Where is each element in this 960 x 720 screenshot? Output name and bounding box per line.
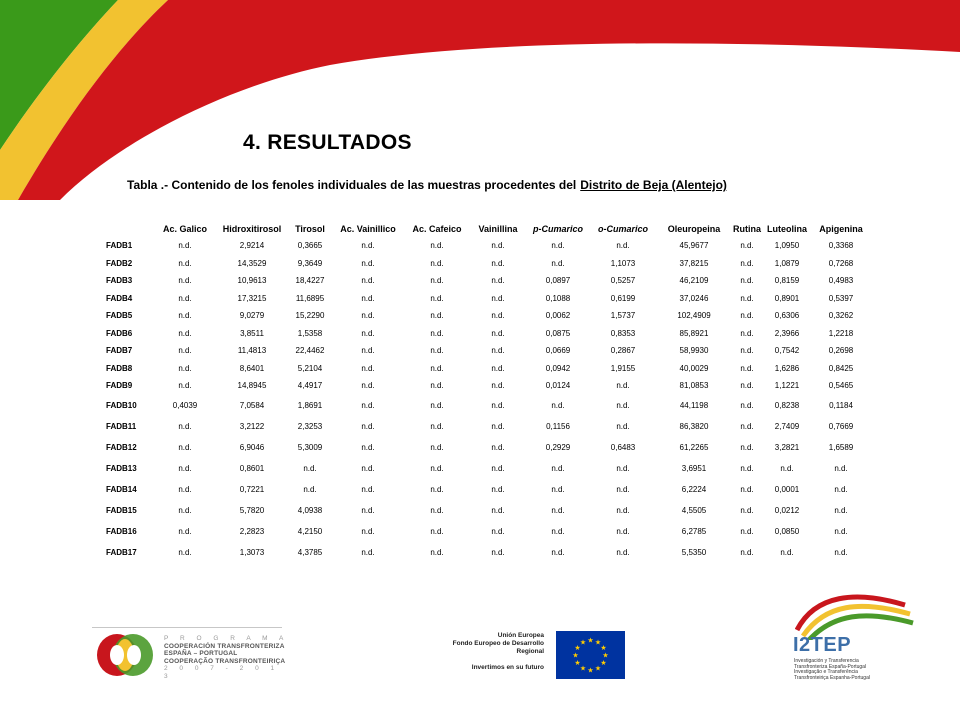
table-cell: n.d. <box>740 293 754 303</box>
table-cell: n.d. <box>616 547 630 557</box>
table-cell: n.d. <box>740 241 754 251</box>
table-cell: 0,0669 <box>545 346 571 356</box>
table-cell: 0,6306 <box>774 311 800 321</box>
table-cell: n.d. <box>551 400 565 410</box>
table-cell: 44,1198 <box>679 400 709 410</box>
table-body <box>103 237 871 563</box>
eu-star-icon: ★ <box>587 667 594 675</box>
eu-star-icon: ★ <box>574 645 581 652</box>
row-label: FADB14 <box>106 484 137 494</box>
table-cell: n.d. <box>740 463 754 473</box>
table-cell: n.d. <box>361 381 375 391</box>
row-label: FADB8 <box>106 363 133 373</box>
table-cell: 1,6589 <box>828 442 854 452</box>
table-cell: 0,6483 <box>610 442 636 452</box>
table-row <box>103 307 871 325</box>
row-label: FADB6 <box>106 328 133 338</box>
table-cell: n.d. <box>551 463 565 473</box>
table-cell: n.d. <box>361 421 375 431</box>
table-cell: n.d. <box>430 547 444 557</box>
row-label: FADB12 <box>106 442 137 452</box>
table-cell: 0,8901 <box>774 293 800 303</box>
table-cell: n.d. <box>430 276 444 286</box>
table-cell: 1,5358 <box>297 328 323 338</box>
table-cell: n.d. <box>178 547 192 557</box>
i2tep-line1: Investigación y Transferencia <box>794 658 859 664</box>
table-cell: 0,0942 <box>545 363 571 373</box>
table-cell: n.d. <box>361 328 375 338</box>
table-cell: 14,3529 <box>237 258 267 268</box>
table-cell: 0,3368 <box>828 241 854 251</box>
table-cell: 0,2929 <box>545 442 571 452</box>
table-cell: n.d. <box>430 400 444 410</box>
table-cell: n.d. <box>616 463 630 473</box>
header-cell: Oleuropeina <box>667 223 721 234</box>
coop-line2: ESPAÑA – PORTUGAL <box>164 650 238 657</box>
coop-logo-icon <box>95 632 155 678</box>
table-cell: n.d. <box>491 241 505 251</box>
table-cell: n.d. <box>491 463 505 473</box>
row-label: FADB11 <box>106 421 137 431</box>
table-row <box>103 437 871 458</box>
table-cell: 3,8511 <box>240 328 264 338</box>
table-cell: 0,0062 <box>545 311 571 321</box>
table-cell: 2,3253 <box>297 421 323 431</box>
table-cell: 5,2104 <box>297 363 323 373</box>
table-row <box>103 377 871 395</box>
table-row <box>103 416 871 437</box>
table-row <box>103 342 871 360</box>
table-cell: 0,0850 <box>774 526 800 536</box>
table-cell: 0,0897 <box>545 276 571 286</box>
table-cell: 1,6286 <box>774 363 800 373</box>
table-cell: n.d. <box>834 505 848 515</box>
table-row <box>103 255 871 273</box>
table-cell: n.d. <box>616 400 630 410</box>
table-cell: 8,6401 <box>239 363 265 373</box>
table-cell: n.d. <box>491 363 505 373</box>
table-cell: 4,3785 <box>297 547 323 557</box>
table-cell: n.d. <box>430 463 444 473</box>
table-cell: n.d. <box>834 463 848 473</box>
table-cell: 102,4909 <box>677 311 711 321</box>
table-cell: 1,9155 <box>610 363 636 373</box>
table-cell: n.d. <box>491 505 505 515</box>
table-cell: n.d. <box>178 463 192 473</box>
table-cell: n.d. <box>178 363 192 373</box>
eu-line4: Invertimos en su futuro <box>471 664 544 671</box>
header-cell: o-Cumarico <box>597 223 648 234</box>
table-cell: n.d. <box>361 293 375 303</box>
corner-decoration <box>0 0 960 200</box>
table-cell: n.d. <box>430 293 444 303</box>
table-cell: n.d. <box>430 363 444 373</box>
table-cell: n.d. <box>491 258 505 268</box>
table-cell: n.d. <box>740 547 754 557</box>
table-cell: 0,2867 <box>610 346 636 356</box>
table-cell: n.d. <box>740 400 754 410</box>
table-row <box>103 360 871 378</box>
header-cell: Ac. Galico <box>162 223 207 234</box>
table-caption <box>127 178 727 192</box>
table-cell: n.d. <box>834 484 848 494</box>
coop-line1: COOPERACIÓN TRANSFRONTERIZA <box>164 642 285 650</box>
table-cell: 0,0212 <box>774 505 800 515</box>
table-cell: n.d. <box>551 526 565 536</box>
table-cell: n.d. <box>361 276 375 286</box>
table-cell: 0,0875 <box>545 328 571 338</box>
table-cell: n.d. <box>361 505 375 515</box>
row-label: FADB13 <box>106 463 137 473</box>
table-cell: n.d. <box>361 442 375 452</box>
table-cell: n.d. <box>740 258 754 268</box>
phenols-table <box>103 220 871 563</box>
table-cell: n.d. <box>430 484 444 494</box>
table-cell: n.d. <box>430 346 444 356</box>
table-cell: 0,5257 <box>610 276 636 286</box>
table-cell: 9,3649 <box>297 258 323 268</box>
table-cell: n.d. <box>178 311 192 321</box>
header-cell: Luteolina <box>767 223 807 234</box>
eu-fund-text <box>440 632 544 672</box>
table-cell: n.d. <box>740 276 754 286</box>
table-cell: 15,2290 <box>295 311 325 321</box>
table-cell: n.d. <box>491 400 505 410</box>
table-cell: n.d. <box>740 442 754 452</box>
table-cell: 6,9046 <box>239 442 265 452</box>
header-sample <box>103 220 155 237</box>
table-cell: n.d. <box>780 463 794 473</box>
table-row <box>103 325 871 343</box>
table-cell: 61,2265 <box>679 442 709 452</box>
table-cell: n.d. <box>491 276 505 286</box>
table-cell: n.d. <box>178 421 192 431</box>
row-label: FADB17 <box>106 547 137 557</box>
row-label: FADB3 <box>106 276 133 286</box>
table-cell: n.d. <box>178 328 192 338</box>
table-cell: n.d. <box>430 526 444 536</box>
table-cell: 0,1184 <box>829 400 853 410</box>
coop-dots-bottom: 2 0 0 7 - 2 0 1 3 <box>164 665 280 680</box>
row-label: FADB15 <box>106 505 137 515</box>
header-cell: Ac. Vainillico <box>340 223 396 234</box>
table-cell: n.d. <box>361 400 375 410</box>
row-label: FADB2 <box>106 258 133 268</box>
table-cell: 11,4813 <box>237 346 267 356</box>
table-cell: n.d. <box>491 484 505 494</box>
table-cell: n.d. <box>616 505 630 515</box>
table-cell: 5,3009 <box>297 442 323 452</box>
table-cell: 4,2150 <box>297 526 323 536</box>
table-cell: n.d. <box>178 526 192 536</box>
table-cell: n.d. <box>740 421 754 431</box>
table-cell: n.d. <box>551 547 565 557</box>
table-cell: 1,0950 <box>774 241 800 251</box>
table-cell: n.d. <box>491 293 505 303</box>
table-row <box>103 290 871 308</box>
i2tep-line4: Transfronteiriça Espanha-Portugal <box>794 674 870 681</box>
table-cell: 0,7542 <box>774 346 800 356</box>
table-cell: n.d. <box>551 505 565 515</box>
table-cell: n.d. <box>178 484 192 494</box>
table-cell: n.d. <box>616 421 630 431</box>
table-row <box>103 542 871 563</box>
table-cell: n.d. <box>834 547 848 557</box>
table-cell: n.d. <box>178 276 192 286</box>
table-cell: n.d. <box>740 311 754 321</box>
table-cell: 9,0279 <box>239 311 265 321</box>
table-cell: 37,0246 <box>679 293 709 303</box>
table-cell: n.d. <box>491 421 505 431</box>
table-cell: n.d. <box>740 328 754 338</box>
table-cell: n.d. <box>178 293 192 303</box>
eu-star-icon: ★ <box>600 645 607 652</box>
table-cell: n.d. <box>551 258 565 268</box>
i2tep-logo-icon <box>795 590 915 640</box>
table-cell: 0,8238 <box>774 400 800 410</box>
row-label: FADB10 <box>106 400 137 410</box>
table-cell: 0,2698 <box>828 346 854 356</box>
table-cell: 0,8425 <box>828 363 854 373</box>
header-cell: Rutina <box>733 223 761 234</box>
table-row <box>103 458 871 479</box>
table-cell: n.d. <box>430 258 444 268</box>
table-cell: n.d. <box>551 484 565 494</box>
table-cell: 0,0001 <box>774 484 800 494</box>
table-cell: 0,8159 <box>774 276 800 286</box>
table-cell: n.d. <box>616 381 630 391</box>
table-cell: n.d. <box>361 258 375 268</box>
table-cell: 85,8921 <box>679 328 709 338</box>
header-cell: p-Cumarico <box>532 223 583 234</box>
eu-flag-icon <box>556 631 625 679</box>
eu-star-icon: ★ <box>574 660 581 667</box>
table-cell: 3,2821 <box>774 442 800 452</box>
table-cell: n.d. <box>361 463 375 473</box>
table-cell: 2,9214 <box>239 241 265 251</box>
table-cell: 1,1073 <box>610 258 636 268</box>
table-cell: n.d. <box>780 547 794 557</box>
table-cell: 6,2224 <box>681 484 707 494</box>
table-cell: 14,8945 <box>237 381 267 391</box>
eu-star-icon: ★ <box>572 652 579 660</box>
table-cell: n.d. <box>361 547 375 557</box>
table-cell: n.d. <box>740 381 754 391</box>
table-cell: n.d. <box>430 241 444 251</box>
eu-star-icon: ★ <box>594 665 602 673</box>
table-cell: 0,4983 <box>828 276 854 286</box>
table-cell: n.d. <box>361 346 375 356</box>
footer-divider <box>92 627 282 628</box>
table-cell: 0,8353 <box>610 328 636 338</box>
eu-star-icon: ★ <box>587 637 594 645</box>
row-label: FADB16 <box>106 526 137 536</box>
table-cell: n.d. <box>178 241 192 251</box>
table-cell: 58,9930 <box>679 346 709 356</box>
table-row <box>103 237 871 255</box>
table-cell: n.d. <box>361 241 375 251</box>
table-cell: n.d. <box>740 363 754 373</box>
table-cell: 0,1088 <box>545 293 571 303</box>
row-label: FADB9 <box>106 381 133 391</box>
i2tep-line3: Investigação e Transferência <box>794 669 858 676</box>
i2tep-line2: Transfronteriza España-Portugal <box>794 663 867 670</box>
table-cell: n.d. <box>361 311 375 321</box>
table-cell: n.d. <box>430 442 444 452</box>
table-cell: 0,5397 <box>828 293 854 303</box>
table-row <box>103 521 871 542</box>
table-cell: n.d. <box>491 328 505 338</box>
table-cell: n.d. <box>430 421 444 431</box>
table-cell: n.d. <box>551 241 565 251</box>
table-cell: 0,7268 <box>828 258 854 268</box>
page-title: 4. RESULTADOS <box>243 131 412 154</box>
header-cell: Apigenina <box>819 223 863 234</box>
table-cell: 0,3262 <box>828 311 854 321</box>
table-cell: 22,4462 <box>295 346 325 356</box>
i2tep-name: I2TEP <box>793 634 852 656</box>
table-cell: n.d. <box>740 505 754 515</box>
table-cell: n.d. <box>740 484 754 494</box>
table-cell: 0,6199 <box>610 293 636 303</box>
table-cell: n.d. <box>361 526 375 536</box>
table-cell: 86,3820 <box>679 421 709 431</box>
table-cell: 81,0853 <box>679 381 709 391</box>
table-cell: 0,7221 <box>239 484 265 494</box>
table-cell: n.d. <box>616 241 630 251</box>
eu-star-icon: ★ <box>579 665 587 673</box>
table-cell: 2,2823 <box>239 526 265 536</box>
table-cell: 6,2785 <box>681 526 707 536</box>
caption-text: Tabla .- Contenido de los fenoles individuales de las muestras procedentes del <box>127 178 577 192</box>
table-cell: 1,3073 <box>239 547 265 557</box>
table-cell: 0,8601 <box>239 463 265 473</box>
table-cell: 0,3665 <box>297 241 323 251</box>
eu-line2: Fondo Europeo de Desarrollo <box>452 640 544 647</box>
table-row <box>103 479 871 500</box>
eu-star-icon: ★ <box>579 639 587 647</box>
table-cell: n.d. <box>361 363 375 373</box>
table-cell: 18,4227 <box>295 276 325 286</box>
table-cell: 46,2109 <box>679 276 709 286</box>
eu-line3: Regional <box>516 648 544 655</box>
table-cell: 2,3966 <box>774 328 800 338</box>
table-cell: 1,2218 <box>828 328 854 338</box>
row-label: FADB5 <box>106 311 133 321</box>
coop-line3: COOPERAÇÃO TRANSFRONTEIRIÇA <box>164 657 286 665</box>
coop-dots-top: P R O G R A M A <box>164 635 289 642</box>
table-cell: n.d. <box>491 526 505 536</box>
table-cell: n.d. <box>491 346 505 356</box>
caption-district: Distrito de Beja (Alentejo) <box>580 178 727 192</box>
table-cell: 1,1221 <box>774 381 800 391</box>
table-cell: n.d. <box>616 484 630 494</box>
header-cell: Ac. Cafeico <box>412 223 462 234</box>
row-label: FADB4 <box>106 293 133 303</box>
table-cell: n.d. <box>178 346 192 356</box>
table-cell: n.d. <box>178 381 192 391</box>
table-cell: 0,0124 <box>545 381 571 391</box>
table-cell: n.d. <box>834 526 848 536</box>
table-cell: 11,6895 <box>295 293 325 303</box>
table-cell: 0,5465 <box>828 381 854 391</box>
table-cell: n.d. <box>303 484 317 494</box>
table-cell: n.d. <box>178 505 192 515</box>
table-cell: n.d. <box>303 463 317 473</box>
table-cell: 3,6951 <box>681 463 707 473</box>
coop-program-text <box>164 635 289 680</box>
table-row <box>103 500 871 521</box>
table-row <box>103 395 871 416</box>
eu-star-icon: ★ <box>594 639 602 647</box>
table-cell: 1,8691 <box>297 400 323 410</box>
table-cell: 37,8215 <box>679 258 709 268</box>
table-cell: 4,4917 <box>297 381 323 391</box>
table-cell: 4,5505 <box>681 505 707 515</box>
table-cell: 45,9677 <box>679 241 709 251</box>
table-header-row <box>103 220 871 237</box>
table-cell: n.d. <box>430 328 444 338</box>
row-label: FADB7 <box>106 346 133 356</box>
table-cell: 3,2122 <box>239 421 265 431</box>
table-cell: n.d. <box>430 381 444 391</box>
table-row <box>103 272 871 290</box>
header-cell: Hidroxitirosol <box>222 223 282 234</box>
eu-star-icon: ★ <box>602 652 609 660</box>
table-cell: 0,7669 <box>828 421 854 431</box>
eu-star-icon: ★ <box>600 660 607 667</box>
table-cell: 10,9613 <box>237 276 267 286</box>
table-cell: 1,5737 <box>610 311 636 321</box>
table-cell: n.d. <box>178 258 192 268</box>
table-cell: n.d. <box>178 442 192 452</box>
table-cell: 1,0879 <box>774 258 800 268</box>
table-cell: n.d. <box>430 311 444 321</box>
table-cell: n.d. <box>491 547 505 557</box>
table-cell: 7,0584 <box>239 400 265 410</box>
table-cell: n.d. <box>740 346 754 356</box>
table-cell: n.d. <box>430 505 444 515</box>
header-cell: Vainillina <box>478 223 518 234</box>
header-cell: Tirosol <box>295 223 325 234</box>
table-cell: n.d. <box>361 484 375 494</box>
table-cell: 0,1156 <box>546 421 570 431</box>
table-cell: 2,7409 <box>774 421 800 431</box>
table-cell: 0,4039 <box>172 400 198 410</box>
table-cell: n.d. <box>616 526 630 536</box>
table-cell: 4,0938 <box>297 505 323 515</box>
table-cell: n.d. <box>491 442 505 452</box>
table-cell: n.d. <box>491 311 505 321</box>
table-cell: 5,5350 <box>681 547 707 557</box>
table-cell: n.d. <box>740 526 754 536</box>
table-cell: 17,3215 <box>237 293 267 303</box>
table-cell: n.d. <box>491 381 505 391</box>
i2tep-subtitle <box>794 659 914 681</box>
eu-line1: Unión Europea <box>497 632 544 639</box>
red-swoosh <box>18 0 960 200</box>
table-cell: 5,7820 <box>239 505 265 515</box>
row-label: FADB1 <box>106 241 133 251</box>
table-cell: 40,0029 <box>679 363 709 373</box>
